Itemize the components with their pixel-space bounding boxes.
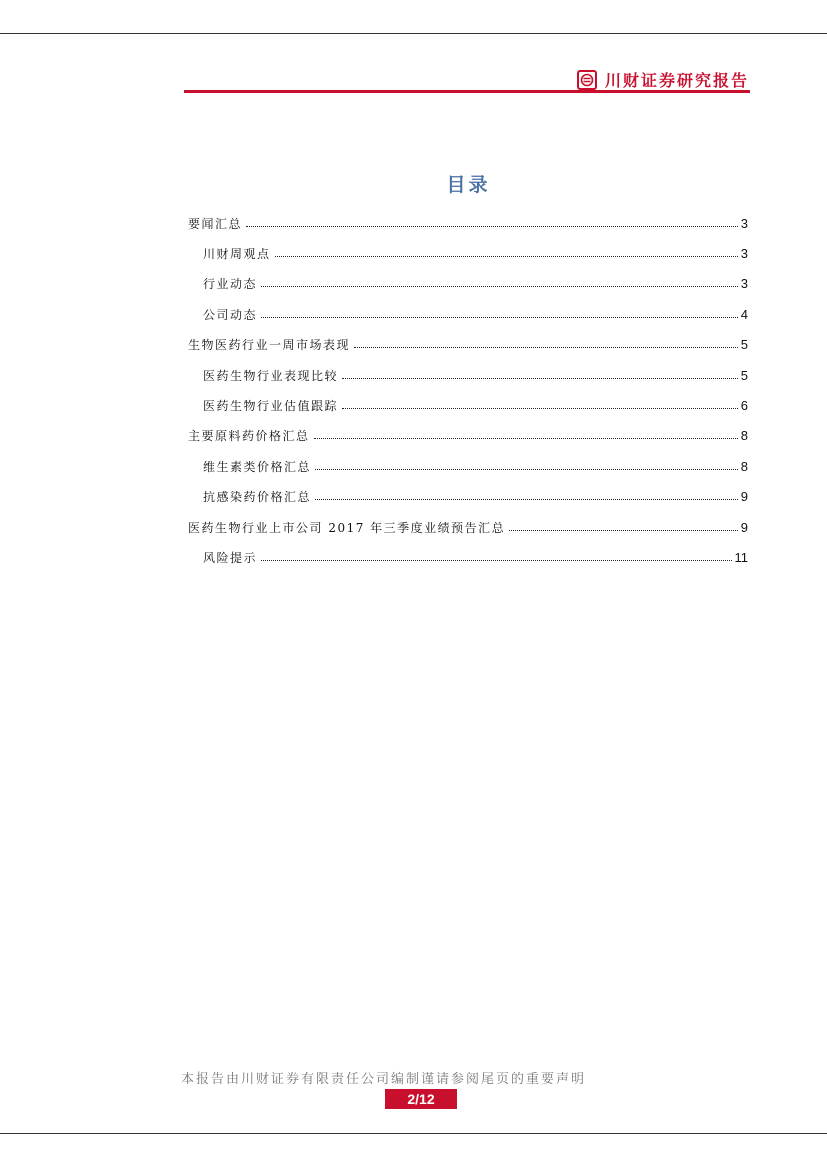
header-rule (184, 90, 750, 93)
toc-entry-label: 主要原料药价格汇总 (188, 429, 310, 444)
toc-entry-label: 川财周观点 (203, 247, 271, 262)
toc-entry-page: 6 (740, 398, 748, 414)
toc-entry[interactable] (188, 421, 748, 451)
toc-entry-label: 风险提示 (203, 550, 258, 565)
toc-entry[interactable] (188, 360, 748, 390)
toc-entry[interactable] (188, 269, 748, 299)
toc-entry[interactable] (188, 542, 748, 572)
brand-name: 川财证券研究报告 (604, 71, 749, 90)
toc-leader-dots (261, 317, 738, 318)
toc-entry-page: 9 (740, 489, 748, 505)
toc-entry-page: 3 (740, 215, 748, 231)
toc-leader-dots (342, 408, 738, 409)
toc-entry-page: 9 (740, 519, 748, 535)
toc-title: 目录 (446, 174, 491, 196)
toc-leader-dots (261, 560, 731, 561)
toc-entry-page: 8 (740, 458, 748, 474)
toc-entry-page: 8 (740, 428, 748, 444)
toc-entry[interactable] (188, 512, 748, 542)
toc-entry[interactable] (188, 330, 748, 360)
toc-leader-dots (354, 347, 738, 348)
scale-coin-icon (577, 70, 597, 90)
toc-entry-label: 公司动态 (203, 307, 258, 322)
toc-entry[interactable] (188, 390, 748, 420)
toc-entry-page: 3 (740, 276, 748, 292)
toc-entry-label: 行业动态 (203, 277, 258, 292)
toc-entry-label: 医药生物行业表现比较 (203, 368, 339, 383)
toc-entry-label: 生物医药行业一周市场表现 (188, 338, 351, 353)
toc-entry-label: 抗感染药价格汇总 (203, 490, 312, 505)
toc-leader-dots (246, 226, 738, 227)
toc-leader-dots (509, 530, 738, 531)
toc-entry-label: 医药生物行业估值跟踪 (203, 399, 339, 414)
top-rule (0, 33, 827, 34)
toc-entry-label: 要闻汇总 (188, 216, 243, 231)
bottom-rule (0, 1133, 827, 1134)
page-indicator: 2/12 (385, 1089, 457, 1109)
toc-entry[interactable] (188, 299, 748, 329)
table-of-contents (188, 208, 748, 573)
toc-leader-dots (342, 378, 738, 379)
toc-entry[interactable] (188, 238, 748, 268)
toc-entry-page: 4 (740, 306, 748, 322)
toc-leader-dots (261, 286, 738, 287)
toc-entry[interactable] (188, 208, 748, 238)
toc-entry[interactable] (188, 451, 748, 481)
toc-entry-label: 维生素类价格汇总 (203, 459, 312, 474)
toc-leader-dots (275, 256, 738, 257)
toc-entry[interactable] (188, 482, 748, 512)
toc-leader-dots (315, 499, 738, 500)
toc-entry-page: 11 (734, 549, 748, 565)
footer-disclaimer: 本报告由川财证券有限责任公司编制谨请参阅尾页的重要声明 (180, 1072, 586, 1087)
brand-header (577, 68, 749, 91)
toc-entry-page: 3 (740, 246, 748, 262)
toc-entry-page: 5 (740, 367, 748, 383)
toc-leader-dots (314, 438, 738, 439)
toc-leader-dots (315, 469, 738, 470)
toc-entry-page: 5 (740, 337, 748, 353)
toc-entry-label: 医药生物行业上市公司 2017 年三季度业绩预告汇总 (188, 520, 506, 535)
